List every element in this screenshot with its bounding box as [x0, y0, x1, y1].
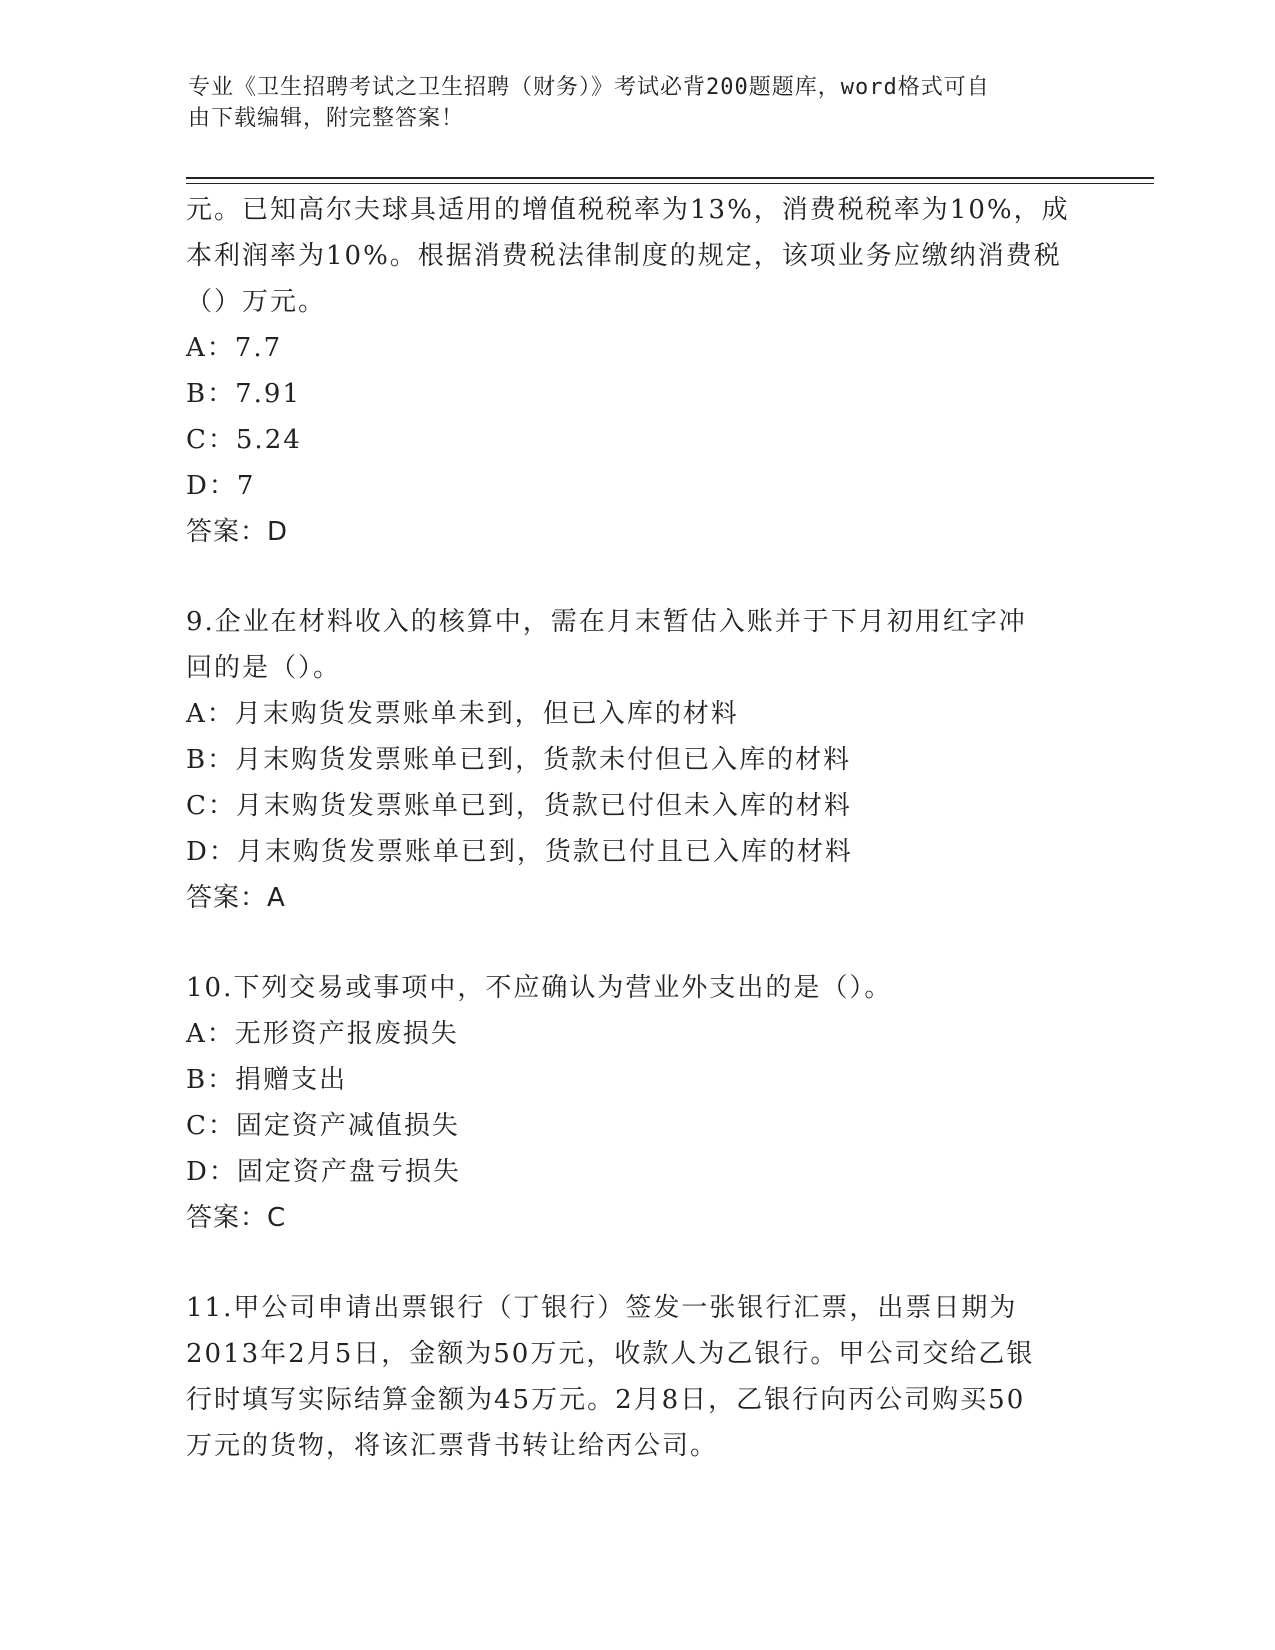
question-text-line: 本利润率为10%。根据消费税法律制度的规定，该项业务应缴纳消费税: [186, 241, 1062, 271]
question-text-line: 9.企业在材料收入的核算中，需在月末暂估入账并于下月初用红字冲: [186, 607, 1027, 637]
document-header: [188, 72, 1068, 134]
option-c: C：月末购货发票账单已到，货款已付但未入库的材料: [186, 791, 852, 821]
question-text-line: （）万元。: [186, 287, 327, 317]
question-text-line: 11.甲公司申请出票银行（丁银行）签发一张银行汇票，出票日期为: [186, 1293, 1018, 1323]
question-text-line: 回的是（）。: [186, 653, 342, 683]
option-b: B：月末购货发票账单已到，货款未付但已入库的材料: [186, 745, 852, 775]
question-text-line: 元。已知高尔夫球具适用的增值税税率为13%，消费税税率为10%，成: [186, 195, 1070, 225]
option-b: B：7.91: [186, 379, 301, 409]
header-title-line-1: 专业《卫生招聘考试之卫生招聘（财务）》考试必背200题题库，word格式可自: [188, 75, 990, 100]
question-text-line: 2013年2月5日，金额为50万元，收款人为乙银行。甲公司交给乙银: [186, 1339, 1035, 1369]
question-9: [186, 599, 1086, 921]
option-d: D：月末购货发票账单已到，货款已付且已入库的材料: [186, 837, 853, 867]
document-body: [186, 187, 1086, 1469]
option-d: D：固定资产盘亏损失: [186, 1157, 461, 1187]
question-text-line: 万元的货物，将该汇票背书转让给丙公司。: [186, 1431, 719, 1461]
option-a: A：无形资产报废损失: [186, 1019, 459, 1049]
option-d: D：7: [186, 471, 256, 501]
header-rule-thick: [186, 177, 1154, 179]
spacer: [186, 555, 1086, 599]
option-c: C：固定资产减值损失: [186, 1111, 460, 1141]
option-c: C：5.24: [186, 425, 302, 455]
spacer: [186, 1241, 1086, 1285]
question-8: [186, 187, 1086, 555]
answer-label: 答案：A: [186, 883, 286, 913]
spacer: [186, 921, 1086, 965]
question-text-line: 行时填写实际结算金额为45万元。2月8日，乙银行向丙公司购买50: [186, 1385, 1026, 1415]
header-title-line-2: 由下载编辑，附完整答案！: [188, 106, 465, 131]
option-b: B：捐赠支出: [186, 1065, 348, 1095]
question-text-line: 10.下列交易或事项中，不应确认为营业外支出的是（）。: [186, 973, 893, 1003]
answer-label: 答案：C: [186, 1203, 287, 1233]
option-a: A：月末购货发票账单未到，但已入库的材料: [186, 699, 739, 729]
header-rule-thin: [186, 183, 1154, 184]
question-11: [186, 1285, 1086, 1469]
question-10: [186, 965, 1086, 1241]
option-a: A：7.7: [186, 333, 283, 363]
answer-label: 答案：D: [186, 517, 289, 547]
